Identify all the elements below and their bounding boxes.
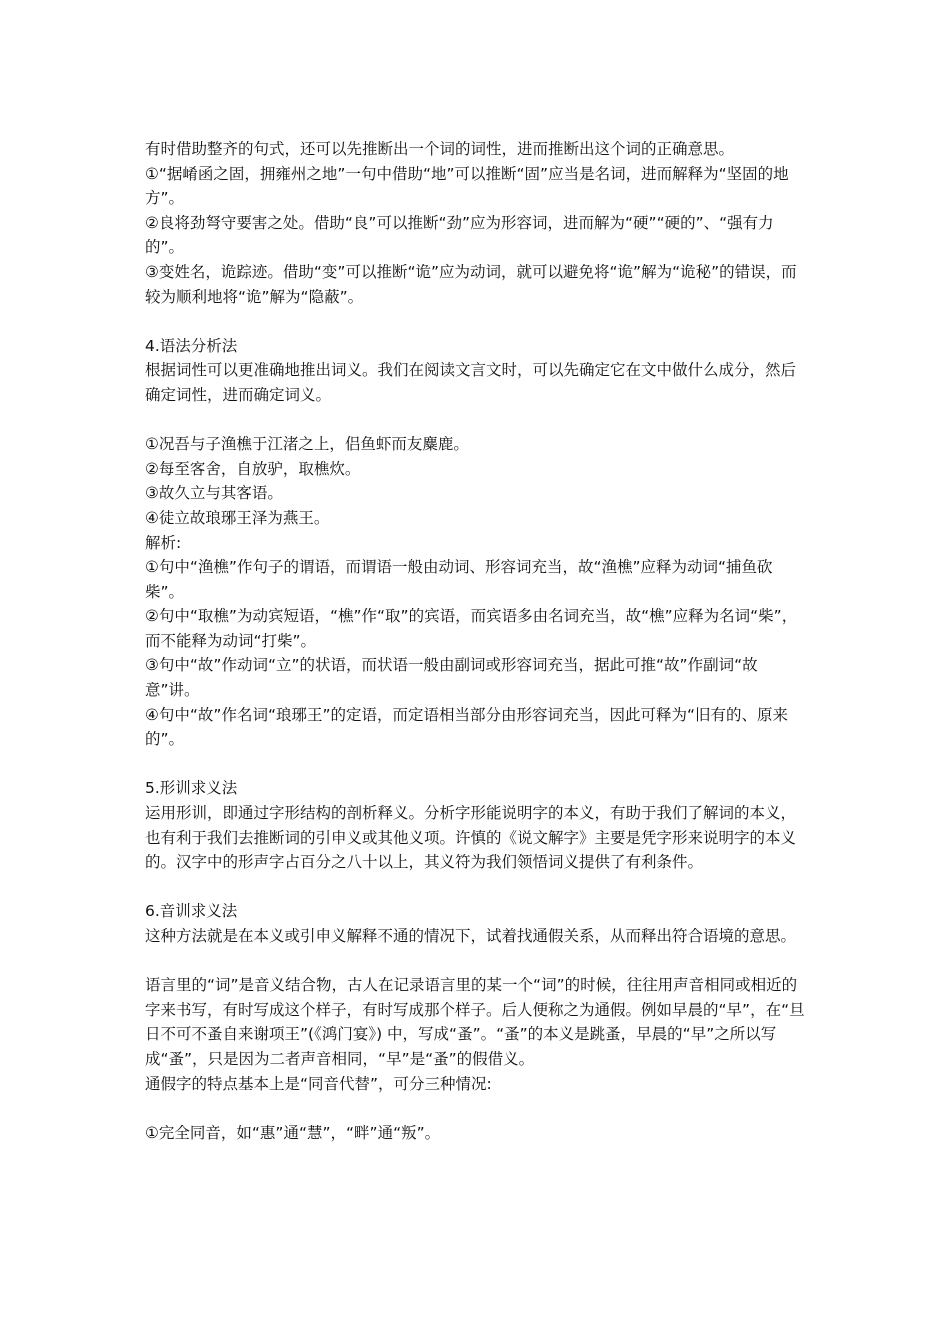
section-4-description: 根据词性可以更准确地推出词义。我们在阅读文言文时，可以先确定它在文中做什么成分，然后确定词性，进而确定词义。 <box>145 361 797 404</box>
analysis-item-1: ①句中“渔樵”作句子的谓语，而谓语一般由动词、形容词充当，故“渔樵”应释为动词“捕鱼砍柴”。 <box>145 558 773 601</box>
spacer <box>145 752 810 777</box>
section-5-description: 运用形训，即通过字形结构的剖析释义。分析字形能说明字的本义，有助于我们了解词的本义，也有利于我们去推断词的引申义或其他义项。许慎的《说文解字》主要是凭字形来说明字的本义的。汉字中的形声字占百分之八十以上，其义符为我们领悟词义提供了有利条件。 <box>145 804 797 872</box>
spacer <box>145 309 810 334</box>
section-6-heading: 6.音训求义法 <box>145 902 238 921</box>
spacer <box>145 408 810 433</box>
spacer <box>145 1096 810 1121</box>
section-4-example-1: ①况吾与子渔樵于江渚之上，侣鱼虾而友麋鹿。 <box>145 435 469 454</box>
intro-example-1: ①“据崤函之固，拥雍州之地”一句中借助“地”可以推断“固”应当是名词，进而解释为“坚固的地方”。 <box>145 164 789 208</box>
analysis-item-3: ③句中“故”作动词“立”的状语，而状语一般由副词或形容词充当，据此可推“故”作副词“故意”讲。 <box>145 656 758 700</box>
section-4-example-3: ③故久立与其客语。 <box>145 484 283 503</box>
section-6-description: 这种方法就是在本义或引申义解释不通的情况下，试着找通假关系，从而释出符合语境的意思。 <box>145 927 797 945</box>
section-6-paragraph-1: 语言里的“词”是音义结合物，古人在记录语言里的某一个“词”的时候，往往用声音相同或相近的字来书写，有时写成这个样子，有时写成那个样子。后人便称之为通假。例如早晨的“早”，在“旦日不可不蚤自来谢项王”(《鸿门宴》) 中，写成“蚤”。“蚤”的本义是跳蚤，早晨的“早”之所以写成“蚤”，只是因为二者声音相同，“早”是“蚤”的假借义。 <box>145 976 805 1068</box>
spacer <box>145 949 810 974</box>
section-6-paragraph-3: ①完全同音，如“惠”通“慧”，“畔”通“叛”。 <box>145 1123 441 1142</box>
intro-example-3: ③变姓名，诡踪迹。借助“变”可以推断“诡”应为动词，就可以避免将“诡”解为“诡秘”的错误，而较为顺利地将“诡”解为“隐蔽”。 <box>145 262 797 306</box>
analysis-label: 解析: <box>145 533 182 552</box>
document-page <box>145 137 810 1145</box>
section-6-paragraph-2: 通假字的特点基本上是“同音代替”，可分三种情况: <box>145 1074 492 1093</box>
section-4-example-2: ②每至客舍，自放驴，取樵炊。 <box>145 459 361 478</box>
intro-example-2: ②良将劲弩守要害之处。借助“良”可以推断“劲”应为形容词，进而解为“硬”“硬的”、“强有力的”。 <box>145 213 774 257</box>
spacer <box>145 875 810 900</box>
section-5-heading: 5.形训求义法 <box>145 779 238 798</box>
section-4-example-4: ④徒立故琅琊王泽为燕王。 <box>145 508 330 527</box>
analysis-item-4: ④句中“故”作名词“琅琊王”的定语，而定语相当部分由形容词充当，因此可释为“旧有的、原来的”。 <box>145 705 789 749</box>
intro-line-1: 有时借助整齐的句式，还可以先推断出一个词的词性，进而推断出这个词的正确意思。 <box>145 140 735 158</box>
section-4-heading: 4.语法分析法 <box>145 336 238 355</box>
analysis-item-2: ②句中“取樵”为动宾短语，“樵”作“取”的宾语，而宾语多由名词充当，故“樵”应释为名词“柴”，而不能释为动词“打柴”。 <box>145 607 798 650</box>
